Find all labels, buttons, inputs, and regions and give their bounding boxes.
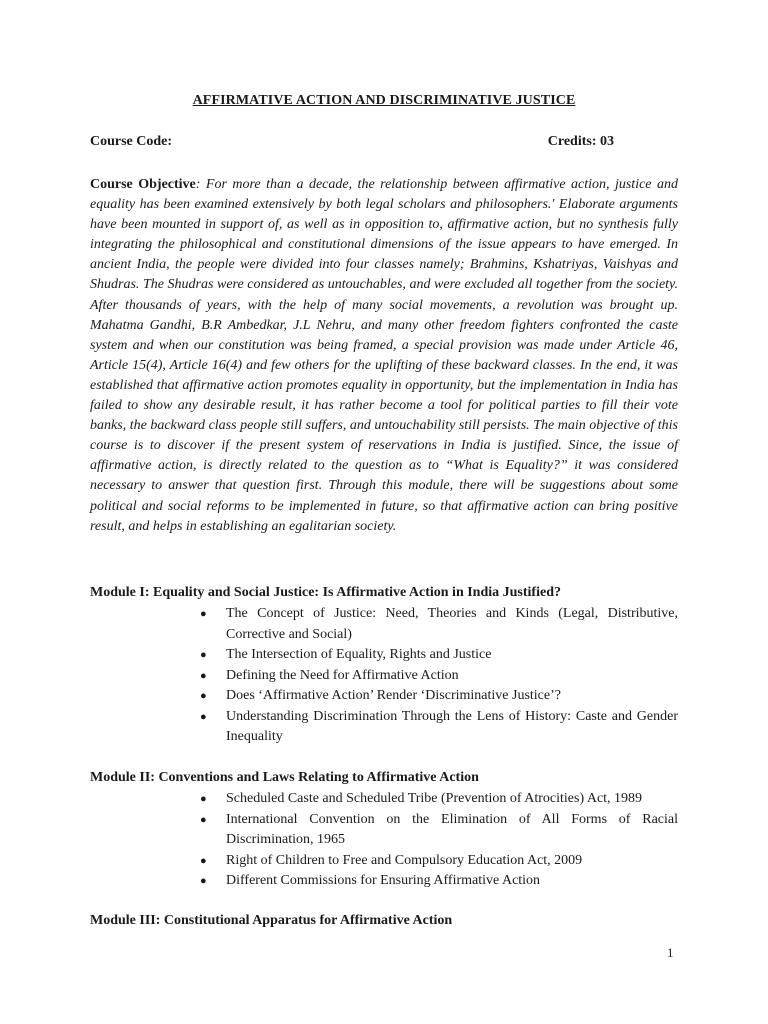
module-3-heading: Module III: Constitutional Apparatus for Affirmative Action <box>90 913 453 928</box>
module-1-list <box>200 604 678 748</box>
course-objective-label: Course Objective <box>90 177 196 192</box>
course-info-row <box>90 134 678 150</box>
document-title: AFFIRMATIVE ACTION AND DISCRIMINATIVE JUSTICE <box>192 93 576 108</box>
page-number: 1 <box>667 945 674 960</box>
course-objective-text: : For more than a decade, the relationship between affirmative action, justice and equality has been examined extensively by both legal scholars and philosophers.' Elaborate arguments have been mounted in support of, as well as in opposition to, affirmative action, but no synthesis fully integrating the philosophical and constitutional dimensions of the issue appears to have emerged. In ancient India, the people were divided into four classes namely; Brahmins, Kshatriyas, Vaishyas and Shudras. The Shudras were considered as untouchables, and were excluded all together from the society. After thousands of years, with the help of many social movements, a revolution was brought up. Mahatma Gandhi, B.R Ambedkar, J.L Nehru, and many other freedom fighters confronted the caste system and when our constitution was being framed, a special provision was made under Article 46, Article 15(4), Article 16(4) and few others for the uplifting of these backward classes. In the end, it was established that affirmative action promotes equality in opportunity, but the implementation in India has failed to show any desirable result, it has rather become a tool for political parties to fill their vote banks, the backward class people still suffers, and untouchability still persists. The main objective of this course is to discover if the present system of reservations in India is justified. Since, the issue of affirmative action, is directly related to the question as to “What is Equality?” it was considered necessary to answer that question first. Through this module, there will be suggestions about some political and social reforms to be implemented in future, so that affirmative action can bring positive result, and helps in establishing an egalitarian society. <box>90 177 678 534</box>
course-objective <box>90 175 678 537</box>
module-2-list <box>200 789 678 892</box>
module-2-item: ● Different Commissions for Ensuring Affirmative Action <box>200 871 678 892</box>
module-1-item: ● Understanding Discrimination Through the Lens of History: Caste and Gender Inequality <box>200 707 678 748</box>
module-1-heading: Module I: Equality and Social Justice: Is Affirmative Action in India Justified? <box>90 585 561 600</box>
module-1-item: ● The Intersection of Equality, Rights and Justice <box>200 645 678 666</box>
module-2-item: ● International Convention on the Elimination of All Forms of Racial Discrimination, 1965 <box>200 810 678 851</box>
module-1-item: ● The Concept of Justice: Need, Theories and Kinds (Legal, Distributive, Corrective and Social) <box>200 604 678 645</box>
course-code-label: Course Code: <box>90 134 173 149</box>
module-1-item: ● Defining the Need for Affirmative Action <box>200 666 678 687</box>
module-1-item: ● Does ‘Affirmative Action’ Render ‘Discriminative Justice’? <box>200 686 678 707</box>
module-2-item: ● Scheduled Caste and Scheduled Tribe (Prevention of Atrocities) Act, 1989 <box>200 789 678 810</box>
module-2-heading: Module II: Conventions and Laws Relating to Affirmative Action <box>90 770 479 785</box>
module-2-item: ● Right of Children to Free and Compulsory Education Act, 2009 <box>200 851 678 872</box>
credits-label: Credits: 03 <box>547 134 614 149</box>
